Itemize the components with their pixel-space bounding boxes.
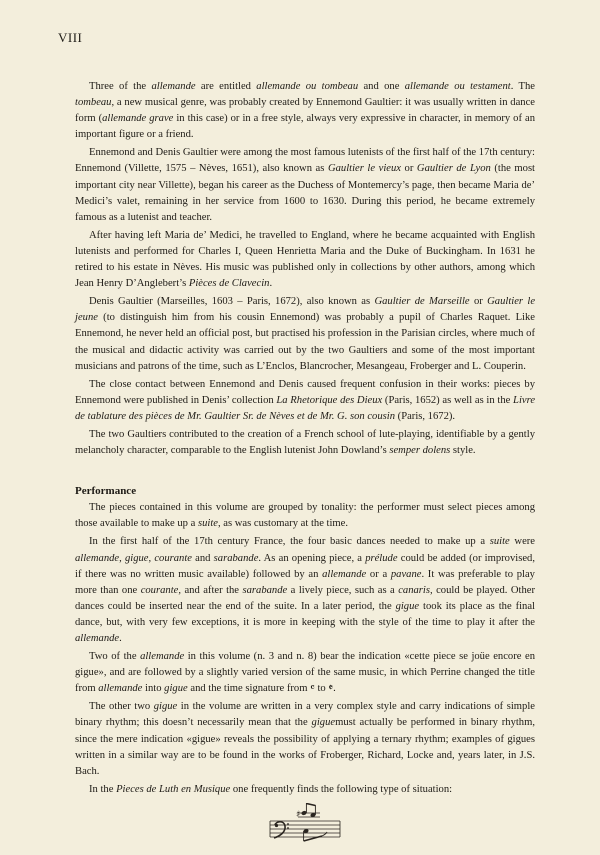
text-run: Denis Gaultier (Marseilles, 1603 – Paris, 1672), also known as	[89, 296, 375, 308]
text-run: style.	[450, 445, 476, 457]
italic-term: Gaultier de Lyon	[416, 163, 491, 175]
text-run: and	[192, 552, 214, 564]
italic-term: allemande	[151, 81, 196, 92]
italic-term: Gaultier de Marseille	[374, 296, 470, 308]
italic-term: allemande	[98, 683, 143, 695]
paragraph	[75, 294, 535, 374]
italic-term: pavane	[390, 568, 422, 580]
italic-term: allemande ou tombeau	[256, 81, 359, 92]
text-run: The other two	[89, 701, 154, 713]
text-run: After having left Maria de’ Medici, he travelled to England, where he became acquainted with English lutenists and performed for Charles I, Queen Henrietta Maria and the Duke of Buckingham. In 1631 he retired to his estate in Nèves. His music was published only in collections by other authors, among which Jean Henry D’Anglebert’s	[75, 229, 535, 290]
italic-term: tombeau	[75, 97, 112, 109]
text-run: The close contact between Ennemond and Denis caused frequent confusion in their works: pieces by Ennemond were published in Denis’ collection	[75, 378, 535, 406]
italic-term: canaris,	[398, 584, 433, 596]
italic-term: suite	[489, 536, 510, 548]
text-run: The two Gaultiers contributed to the creation of a French school of lute-playing, identifiable by a gently melancholy character, comparable to the English lutenist John Dowland’s	[75, 428, 535, 457]
italic-term: Pièces de Clavecin	[188, 278, 270, 290]
text-run: could be played. Other dances could be inserted near the end of the suite. In a later period, the	[75, 584, 536, 612]
text-run: in this case) or in a free style, always very expressive in character, in memory of an important figure or a friend.	[75, 113, 535, 141]
italic-term: gigue	[153, 701, 178, 713]
italic-term: courante,	[140, 584, 181, 596]
text-run: (Paris, 1652) as well as in the	[382, 394, 514, 406]
italic-term: La Rhetorique des Dieux	[276, 394, 383, 406]
italic-term: allemande, gigue, courante	[75, 552, 192, 564]
text-run: , as was customary at the time.	[217, 518, 349, 530]
text-run: must actually be performed in binary rhythm, since the mere indication «gigue» reveals the possibility of applying a ternary rhythm; examples of gigues written in a similar way are to be found in the works of Froberger, Richard, Locke and, years later, in J.S. Bach.	[75, 717, 535, 777]
paragraph	[75, 534, 535, 647]
italic-term: allemande	[75, 633, 120, 644]
text-run: in this volume (n. 3 and n. 8) bear the indication «cette piece se joüe encore en gigue», and are followed by a slightly varied version of the same music, in which Perrine changed the title from	[75, 651, 535, 695]
paragraph	[75, 782, 535, 798]
text-run: Three of the	[89, 81, 152, 92]
italic-term: Pieces de Luth en Musique	[116, 783, 231, 795]
text-run: in the volume are written in a very complex style and carry indications of simple binary rhythm; this doesn’t necessarily mean that the	[75, 701, 535, 729]
text-run: The pieces contained in this volume are grouped by tonality: the performer must select pieces among those available to make up a	[75, 502, 535, 530]
intro-paragraphs	[75, 79, 535, 459]
text-run: . As an opening piece, a	[258, 552, 366, 564]
text-run: could be added (or improvised, if there was no written music available) followed by an	[75, 552, 535, 580]
performance-paragraphs	[75, 500, 535, 798]
italic-term: sarabande	[242, 584, 288, 596]
text-run: are entitled	[195, 81, 257, 92]
italic-term: allemande	[322, 568, 367, 580]
paragraph	[75, 699, 535, 779]
text-run: one frequently finds the following type of situation:	[230, 783, 453, 795]
text-run: into	[142, 683, 165, 695]
text-run: (the most important city near Villette), began his career as the Duchess of Montemercy’s page, then became Maria de’ Medici’s valet, remaining in her service from 1600 to 1630. During this period, he became extremely famous as a lutenist and teacher.	[75, 163, 536, 223]
italic-term: gigue	[395, 600, 420, 612]
paragraph	[75, 649, 535, 697]
text-run: . The	[510, 81, 535, 92]
italic-term: gigue	[164, 683, 188, 695]
text-run: In the first half of the 17th century France, the four basic dances needed to make up a	[89, 536, 490, 548]
text-run: Ennemond and Denis Gaultier were among the most famous lutenists of the first half of the 17th century: Ennemond (Villette, 1575 – Nèves, 1651), also known as	[75, 147, 535, 175]
text-run: or	[469, 296, 488, 308]
text-run: .	[269, 278, 273, 290]
italic-term: allemande grave	[102, 113, 174, 125]
text-run: were	[509, 536, 535, 548]
italic-term: allemande	[140, 651, 185, 663]
italic-term: prélude	[365, 552, 398, 564]
text-run: .	[119, 633, 122, 644]
paragraph	[75, 79, 535, 143]
text-run: took its place as the final dance, but, with very few exceptions, it is more in keeping with the style of the time to play it after the	[75, 600, 535, 628]
text-run: and the time signature from 𝄴 to 𝄵.	[187, 683, 336, 695]
italic-term: sarabande	[213, 552, 259, 564]
text-run: (Paris, 1672).	[395, 410, 456, 422]
paragraph	[75, 377, 535, 425]
text-run: . It was preferable to play more than one	[75, 568, 535, 596]
italic-term: allemande ou testament	[404, 81, 511, 92]
paragraph	[75, 228, 535, 292]
italic-term: Gaultier le jeune	[75, 296, 536, 324]
text-run: Two of the	[89, 651, 141, 663]
svg-text:♯: ♯	[296, 810, 301, 820]
text-run: (to distinguish him from his cousin Ennemond) was probably a pupil of Charles Raquet. Like Ennemond, he never held an official post, but practised his profession in the Parisian circles, where much of the musical and didactic activity was carried out by the two Gaultiers and some of the most important musicians and patrons of the time, such as L’Enclos, Blancrocher, Mesangeau, Froberger and L. Couperin.	[75, 312, 535, 372]
text-run: In the	[89, 783, 117, 795]
italic-term: Gaultier le vieux	[327, 163, 401, 175]
italic-term: gigue	[311, 717, 336, 729]
section-heading-performance: Performance	[75, 485, 137, 498]
italic-term: Livre de tablature des pièces de Mr. Gaultier Sr. de Nèves et de Mr. G. son cousin	[75, 394, 536, 422]
text-run: , a new musical genre, was probably created by Ennemond Gaultier: it was usually written in dance form (	[75, 97, 535, 125]
text-run: a lively piece, such as a	[287, 584, 399, 596]
paragraph	[75, 427, 535, 459]
body-text	[75, 79, 535, 800]
text-run: and after the	[181, 584, 243, 596]
bass-clef-music-example-icon	[0, 803, 600, 843]
text-run: or a	[366, 568, 391, 580]
italic-term: suite	[197, 518, 218, 530]
paragraph	[75, 500, 535, 532]
text-run: and one	[358, 81, 405, 92]
paragraph	[75, 145, 535, 225]
italic-term: semper dolens	[389, 445, 451, 457]
page-number: VIII	[58, 30, 83, 45]
text-run: or	[400, 163, 417, 175]
